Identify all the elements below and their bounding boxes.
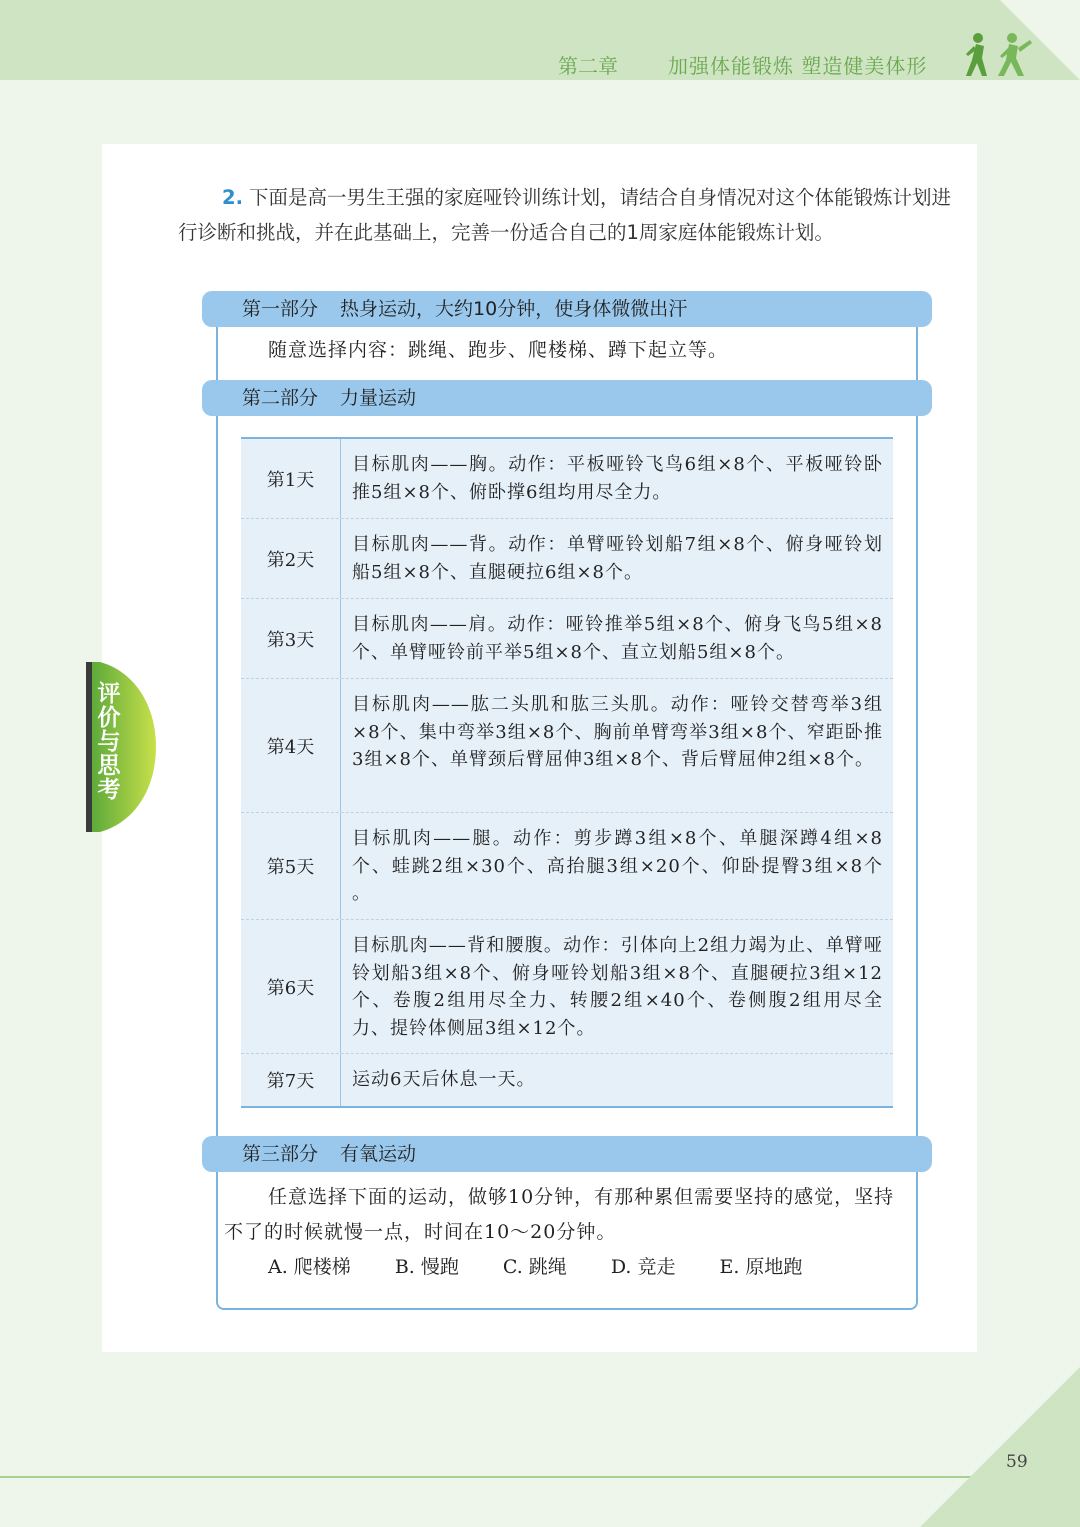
chapter-label: 第二章 <box>558 54 618 78</box>
part1-text: 随意选择内容：跳绳、跑步、爬楼梯、蹲下起立等。 <box>268 339 729 361</box>
part3-paragraph: 任意选择下面的运动，做够10分钟，有那种累但需要坚持的感觉，坚持不了的时候就慢一点，时间在10～20分钟。 <box>224 1186 895 1243</box>
question-number: 2. <box>222 186 243 209</box>
part2-title: 力量运动 <box>340 387 417 409</box>
part3-title: 有氧运动 <box>340 1143 417 1165</box>
day-cell: 第6天 <box>241 920 341 1053</box>
option-b: B. 慢跑 <box>394 1256 459 1278</box>
table-row <box>241 920 893 1054</box>
option-e: E. 原地跑 <box>719 1256 803 1278</box>
day-cell: 第5天 <box>241 813 341 919</box>
page-number: 59 <box>1006 1452 1028 1472</box>
content-cell: 目标肌肉——背和腰腹。动作：引体向上2组力竭为止、单臂哑铃划船3组×8个、俯身哑铃划船3组×8个、直腿硬拉3组×12个、卷腹2组用尽全力、转腰2组×40个、卷侧腹2组用尽全力、提铃体侧屈3组×12个。 <box>352 935 883 1039</box>
intro-paragraph <box>178 180 968 250</box>
part1-label: 第一部分 <box>242 298 319 320</box>
schedule-table <box>241 437 893 1108</box>
content-cell: 目标肌肉——背。动作：单臂哑铃划船7组×8个、俯身哑铃划船5组×8个、直腿硬拉6组×8个。 <box>352 534 883 583</box>
section-bar-part3 <box>202 1136 932 1172</box>
day-cell: 第4天 <box>241 679 341 812</box>
option-d: D. 竞走 <box>610 1256 676 1278</box>
side-tab-label: 评价与思考 <box>97 681 121 803</box>
day-cell: 第2天 <box>241 519 341 598</box>
day-cell: 第3天 <box>241 599 341 678</box>
day-cell: 第1天 <box>241 439 341 518</box>
table-row <box>241 439 893 519</box>
table-row <box>241 519 893 599</box>
runners-icon <box>962 30 1042 80</box>
option-a: A. 爬楼梯 <box>268 1256 351 1278</box>
content-cell: 目标肌肉——肱二头肌和肱三头肌。动作：哑铃交替弯举3组×8个、集中弯举3组×8个、胸前单臂弯举3组×8个、窄距卧推3组×8个、单臂颈后臂屈伸3组×8个、背后臂屈伸2组×8个。 <box>352 694 883 770</box>
content-cell: 目标肌肉——腿。动作：剪步蹲3组×8个、单腿深蹲4组×8个、蛙跳2组×30个、高抬腿3组×20个、仰卧提臀3组×8个 。 <box>352 828 883 904</box>
footer-line <box>0 1476 1000 1478</box>
day-cell: 第7天 <box>241 1054 341 1106</box>
content-cell: 目标肌肉——肩。动作：哑铃推举5组×8个、俯身飞鸟5组×8个、单臂哑铃前平举5组×8个、直立划船5组×8个。 <box>352 614 883 663</box>
footer-corner <box>920 1367 1080 1527</box>
part3-text <box>224 1180 914 1250</box>
table-row <box>241 599 893 679</box>
option-c: C. 跳绳 <box>502 1256 567 1278</box>
table-row <box>241 1054 893 1106</box>
content-cell: 目标肌肉——胸。动作：平板哑铃飞鸟6组×8个、平板哑铃卧推5组×8个、俯卧撑6组均用尽全力。 <box>352 454 883 503</box>
content-cell: 运动6天后休息一天。 <box>352 1069 536 1090</box>
section-bar-part2 <box>202 380 932 416</box>
chapter-title: 加强体能锻炼 塑造健美体形 <box>668 54 928 78</box>
part1-title: 热身运动，大约10分钟，使身体微微出汗 <box>340 298 688 320</box>
part3-label: 第三部分 <box>242 1143 319 1165</box>
exercise-options <box>268 1252 846 1279</box>
table-row <box>241 813 893 920</box>
intro-text: 下面是高一男生王强的家庭哑铃训练计划，请结合自身情况对这个体能锻炼计划进行诊断和挑战，并在此基础上，完善一份适合自己的1周家庭体能锻炼计划。 <box>178 186 951 244</box>
part2-label: 第二部分 <box>242 387 319 409</box>
section-bar-part1 <box>202 291 932 327</box>
table-row <box>241 679 893 813</box>
